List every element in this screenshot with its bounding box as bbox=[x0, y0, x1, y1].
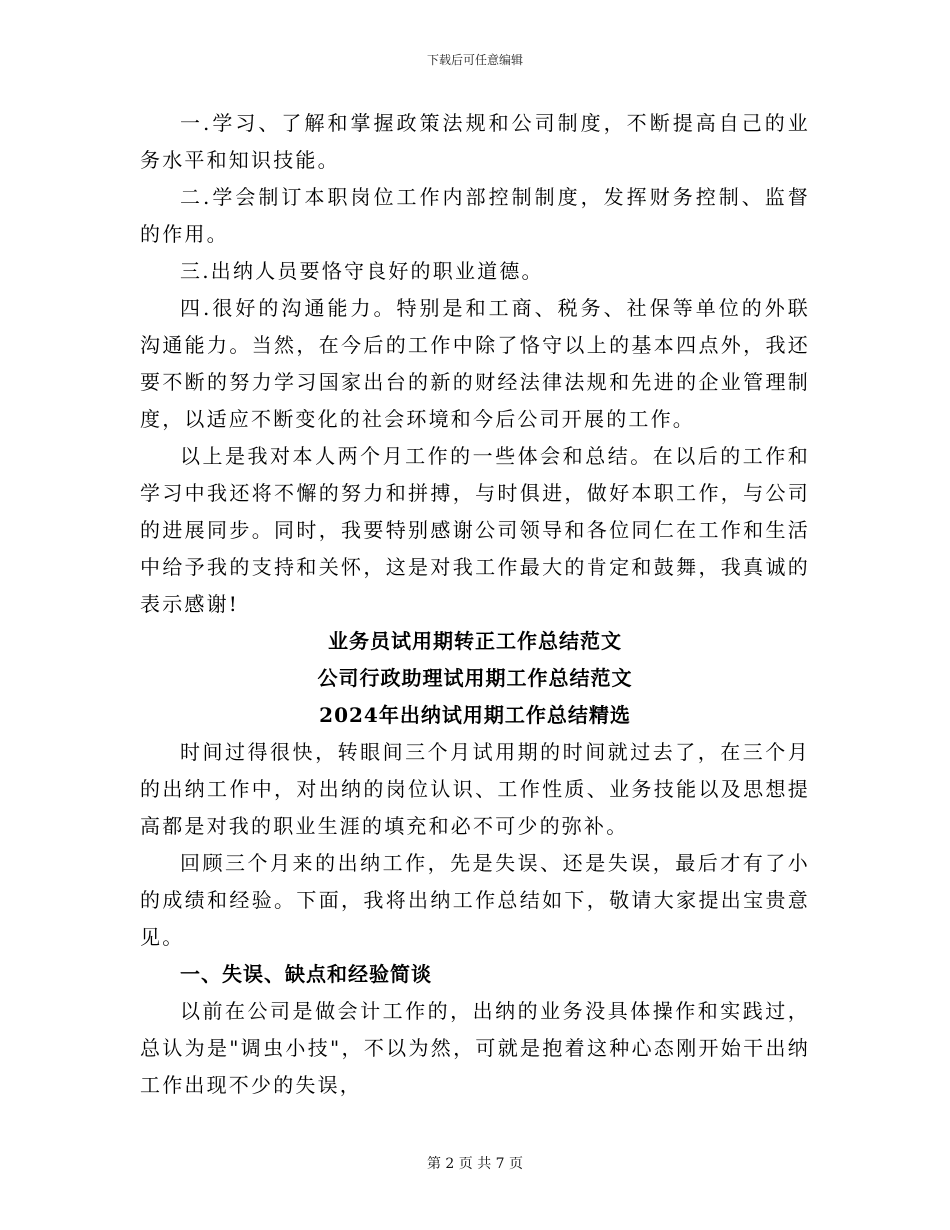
title-2: 公司行政助理试用期工作总结范文 bbox=[317, 666, 633, 690]
title-3: 2024年出纳试用期工作总结精选 bbox=[319, 703, 631, 727]
paragraph-6: 时间过得很快，转眼间三个月试用期的时间就过去了，在三个月的出纳工作中，对出纳的岗位认识、工作性质、业务技能以及思想提高都是对我的职业生涯的填充和必不可少的弥补。 bbox=[140, 740, 810, 838]
paragraph-5: 以上是我对本人两个月工作的一些体会和总结。在以后的工作和学习中我还将不懈的努力和拼搏，与时俱进，做好本职工作，与公司的进展同步。同时，我要特别感谢公司领导和各位同仁在工作和生活中给予我的支持和关怀，这是对我工作最大的肯定和鼓舞，我真诚的表示感谢! bbox=[140, 444, 810, 616]
page-header: 下载后可任意编辑 bbox=[426, 53, 523, 67]
paragraph-1: 一.学习、了解和掌握政策法规和公司制度，不断提高自己的业务水平和知识技能。 bbox=[140, 111, 810, 172]
page-footer: 第 2 页 共 7 页 bbox=[426, 1156, 524, 1172]
document-body bbox=[140, 105, 810, 1104]
paragraph-8: 以前在公司是做会计工作的，出纳的业务没具体操作和实践过，总认为是"调虫小技"，不以为然，可就是抱着这种心态刚开始干出纳工作出现不少的失误， bbox=[140, 999, 810, 1097]
paragraph-2: 二.学会制订本职岗位工作内部控制制度，发挥财务控制、监督的作用。 bbox=[140, 185, 810, 246]
section-heading-1: 一、失误、缺点和经验简谈 bbox=[180, 962, 432, 986]
title-1: 业务员试用期转正工作总结范文 bbox=[328, 629, 622, 653]
paragraph-3: 三.出纳人员要恪守良好的职业道德。 bbox=[180, 259, 544, 283]
paragraph-7: 回顾三个月来的出纳工作，先是失误、还是失误，最后才有了小的成绩和经验。下面，我将出纳工作总结如下，敬请大家提出宝贵意见。 bbox=[140, 851, 810, 949]
paragraph-4: 四.很好的沟通能力。特别是和工商、税务、社保等单位的外联沟通能力。当然，在今后的工作中除了恪守以上的基本四点外，我还要不断的努力学习国家出台的新的财经法律法规和先进的企业管理制度，以适应不断变化的社会环境和今后公司开展的工作。 bbox=[140, 296, 810, 431]
